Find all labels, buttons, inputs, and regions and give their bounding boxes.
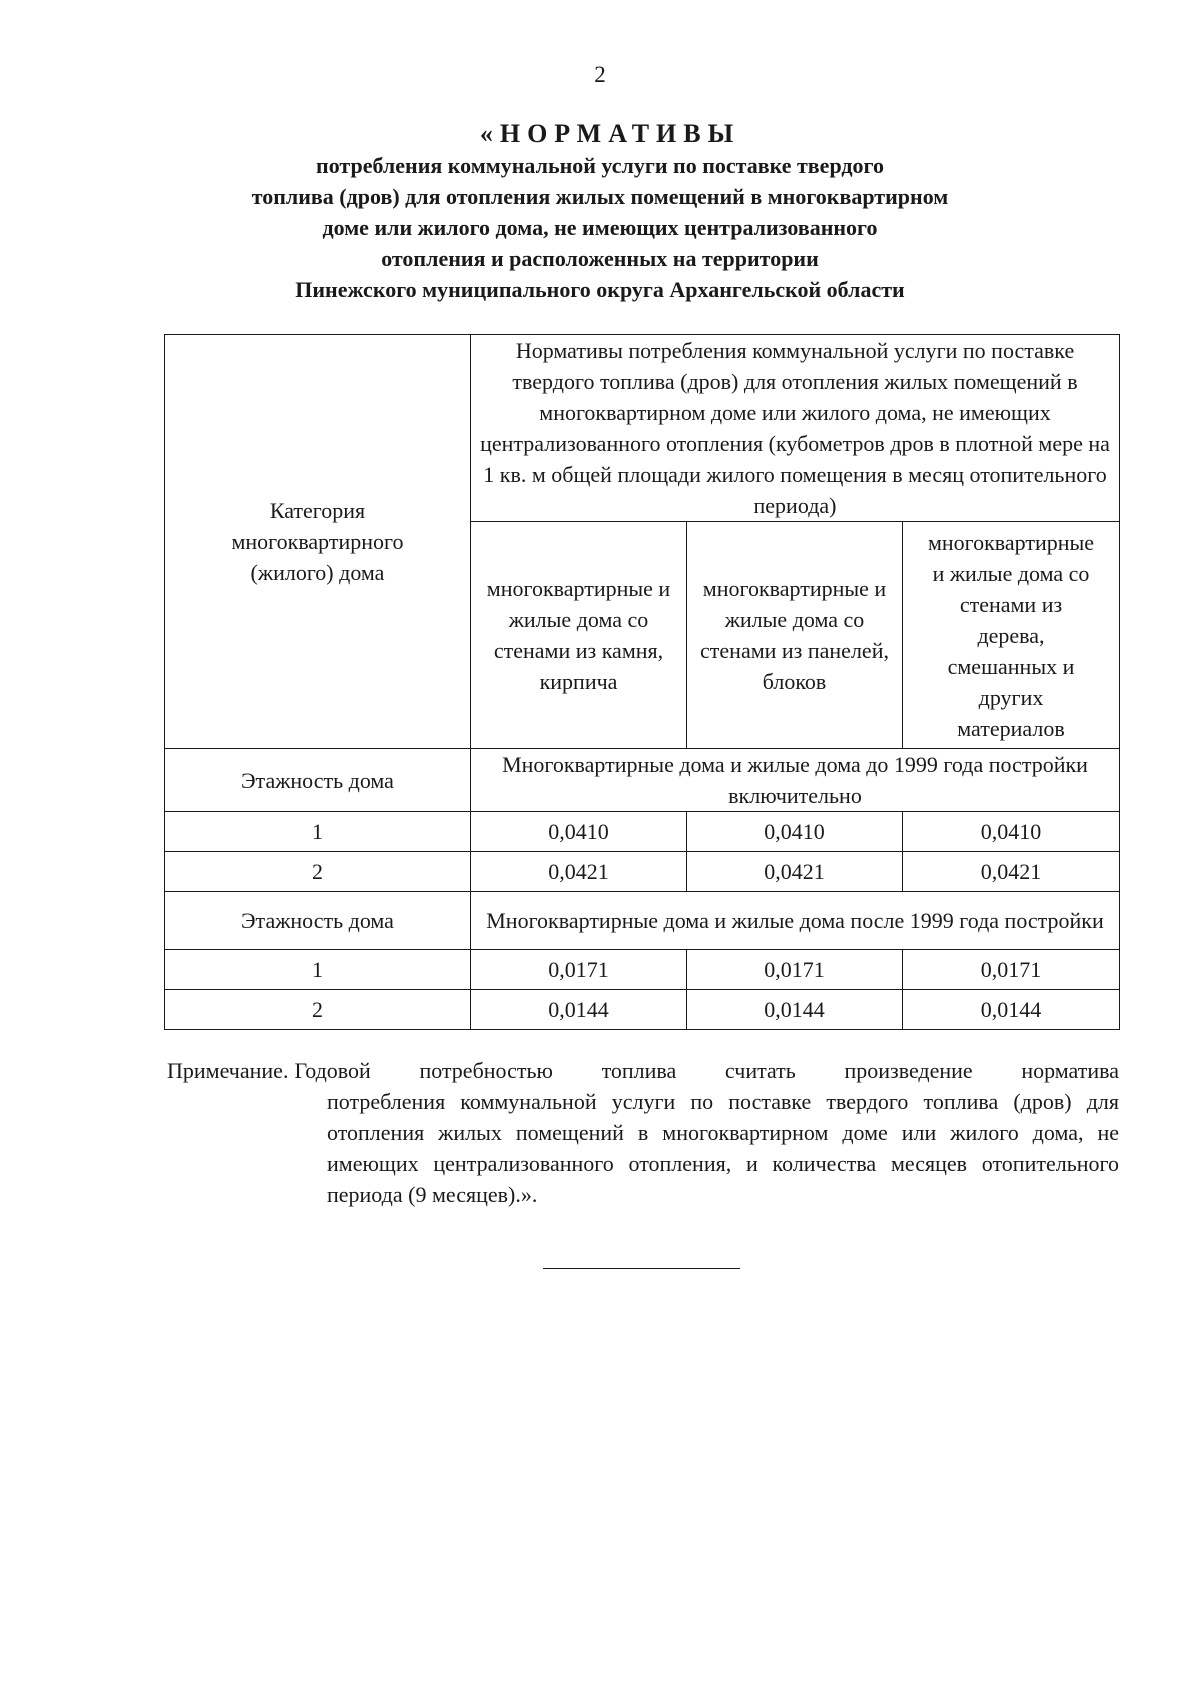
value-cell: 0,0421 (687, 852, 903, 892)
document-title (0, 118, 1200, 305)
value-cell: 0,0144 (903, 990, 1120, 1030)
table-row (165, 812, 1120, 852)
footnote-first-text: Годовой потребностью топлива считать произведение норматива (294, 1058, 1119, 1083)
footnote-label: Примечание. (167, 1058, 289, 1083)
table-row (165, 990, 1120, 1030)
column-header-wood: многоквартирные и жилые дома со стенами из дерева, смешанных и других материалов (903, 522, 1120, 749)
column-header-stone: многоквартирные и жилые дома со стенами из камня, кирпича (471, 522, 687, 749)
group-label: Этажность дома (165, 749, 471, 812)
title-line-5: Пинежского муниципального округа Архангельской области (295, 277, 905, 302)
norm-header: Нормативы потребления коммунальной услуги по поставке твердого топлива (дров) для отопления жилых помещений в многоквартирном доме или жилого дома, не имеющих централизованного отопления (кубометров дров в плотной мере на 1 кв. м общей площади жилого помещения в месяц отопительного периода) (471, 335, 1120, 522)
footnote-first-line (167, 1055, 1119, 1086)
title-line-3: доме или жилого дома, не имеющих централизованного (322, 215, 878, 240)
value-cell: 0,0410 (687, 812, 903, 852)
value-cell: 0,0171 (687, 950, 903, 990)
value-cell: 0,0144 (687, 990, 903, 1030)
table-group-row (165, 749, 1120, 812)
value-cell: 0,0421 (903, 852, 1120, 892)
page-number: 2 (594, 62, 606, 87)
end-divider (543, 1268, 740, 1269)
value-cell: 0,0410 (471, 812, 687, 852)
footnote-body: потребления коммунальной услуги по поставке твердого топлива (дров) для отопления жилых помещений в многоквартирном доме или жилого дома, не имеющих централизованного отопления, и количества месяцев отопительного периода (9 месяцев).». (327, 1089, 1119, 1207)
footnote (167, 1055, 1119, 1210)
value-cell: 0,0171 (471, 950, 687, 990)
table-row (165, 852, 1120, 892)
floors-cell: 2 (165, 852, 471, 892)
value-cell: 0,0421 (471, 852, 687, 892)
group-title: Многоквартирные дома и жилые дома после 1999 года постройки (471, 892, 1120, 950)
norms-table (164, 334, 1120, 1030)
floors-cell: 1 (165, 950, 471, 990)
table-group-row (165, 892, 1120, 950)
floors-cell: 1 (165, 812, 471, 852)
column-header-panel: многоквартирные и жилые дома со стенами из панелей, блоков (687, 522, 903, 749)
floors-cell: 2 (165, 990, 471, 1030)
value-cell: 0,0144 (471, 990, 687, 1030)
group-title: Многоквартирные дома и жилые дома до 1999 года постройки включительно (471, 749, 1120, 812)
title-main: «НОРМАТИВЫ (479, 119, 741, 148)
value-cell: 0,0410 (903, 812, 1120, 852)
table-row (165, 950, 1120, 990)
title-line-2: топлива (дров) для отопления жилых помещений в многоквартирном (251, 184, 949, 209)
title-line-1: потребления коммунальной услуги по поставке твердого (316, 153, 884, 178)
category-header: Категория многоквартирного (жилого) дома (165, 335, 471, 749)
value-cell: 0,0171 (903, 950, 1120, 990)
title-line-4: отопления и расположенных на территории (381, 246, 819, 271)
table-header-row (165, 335, 1120, 522)
group-label: Этажность дома (165, 892, 471, 950)
